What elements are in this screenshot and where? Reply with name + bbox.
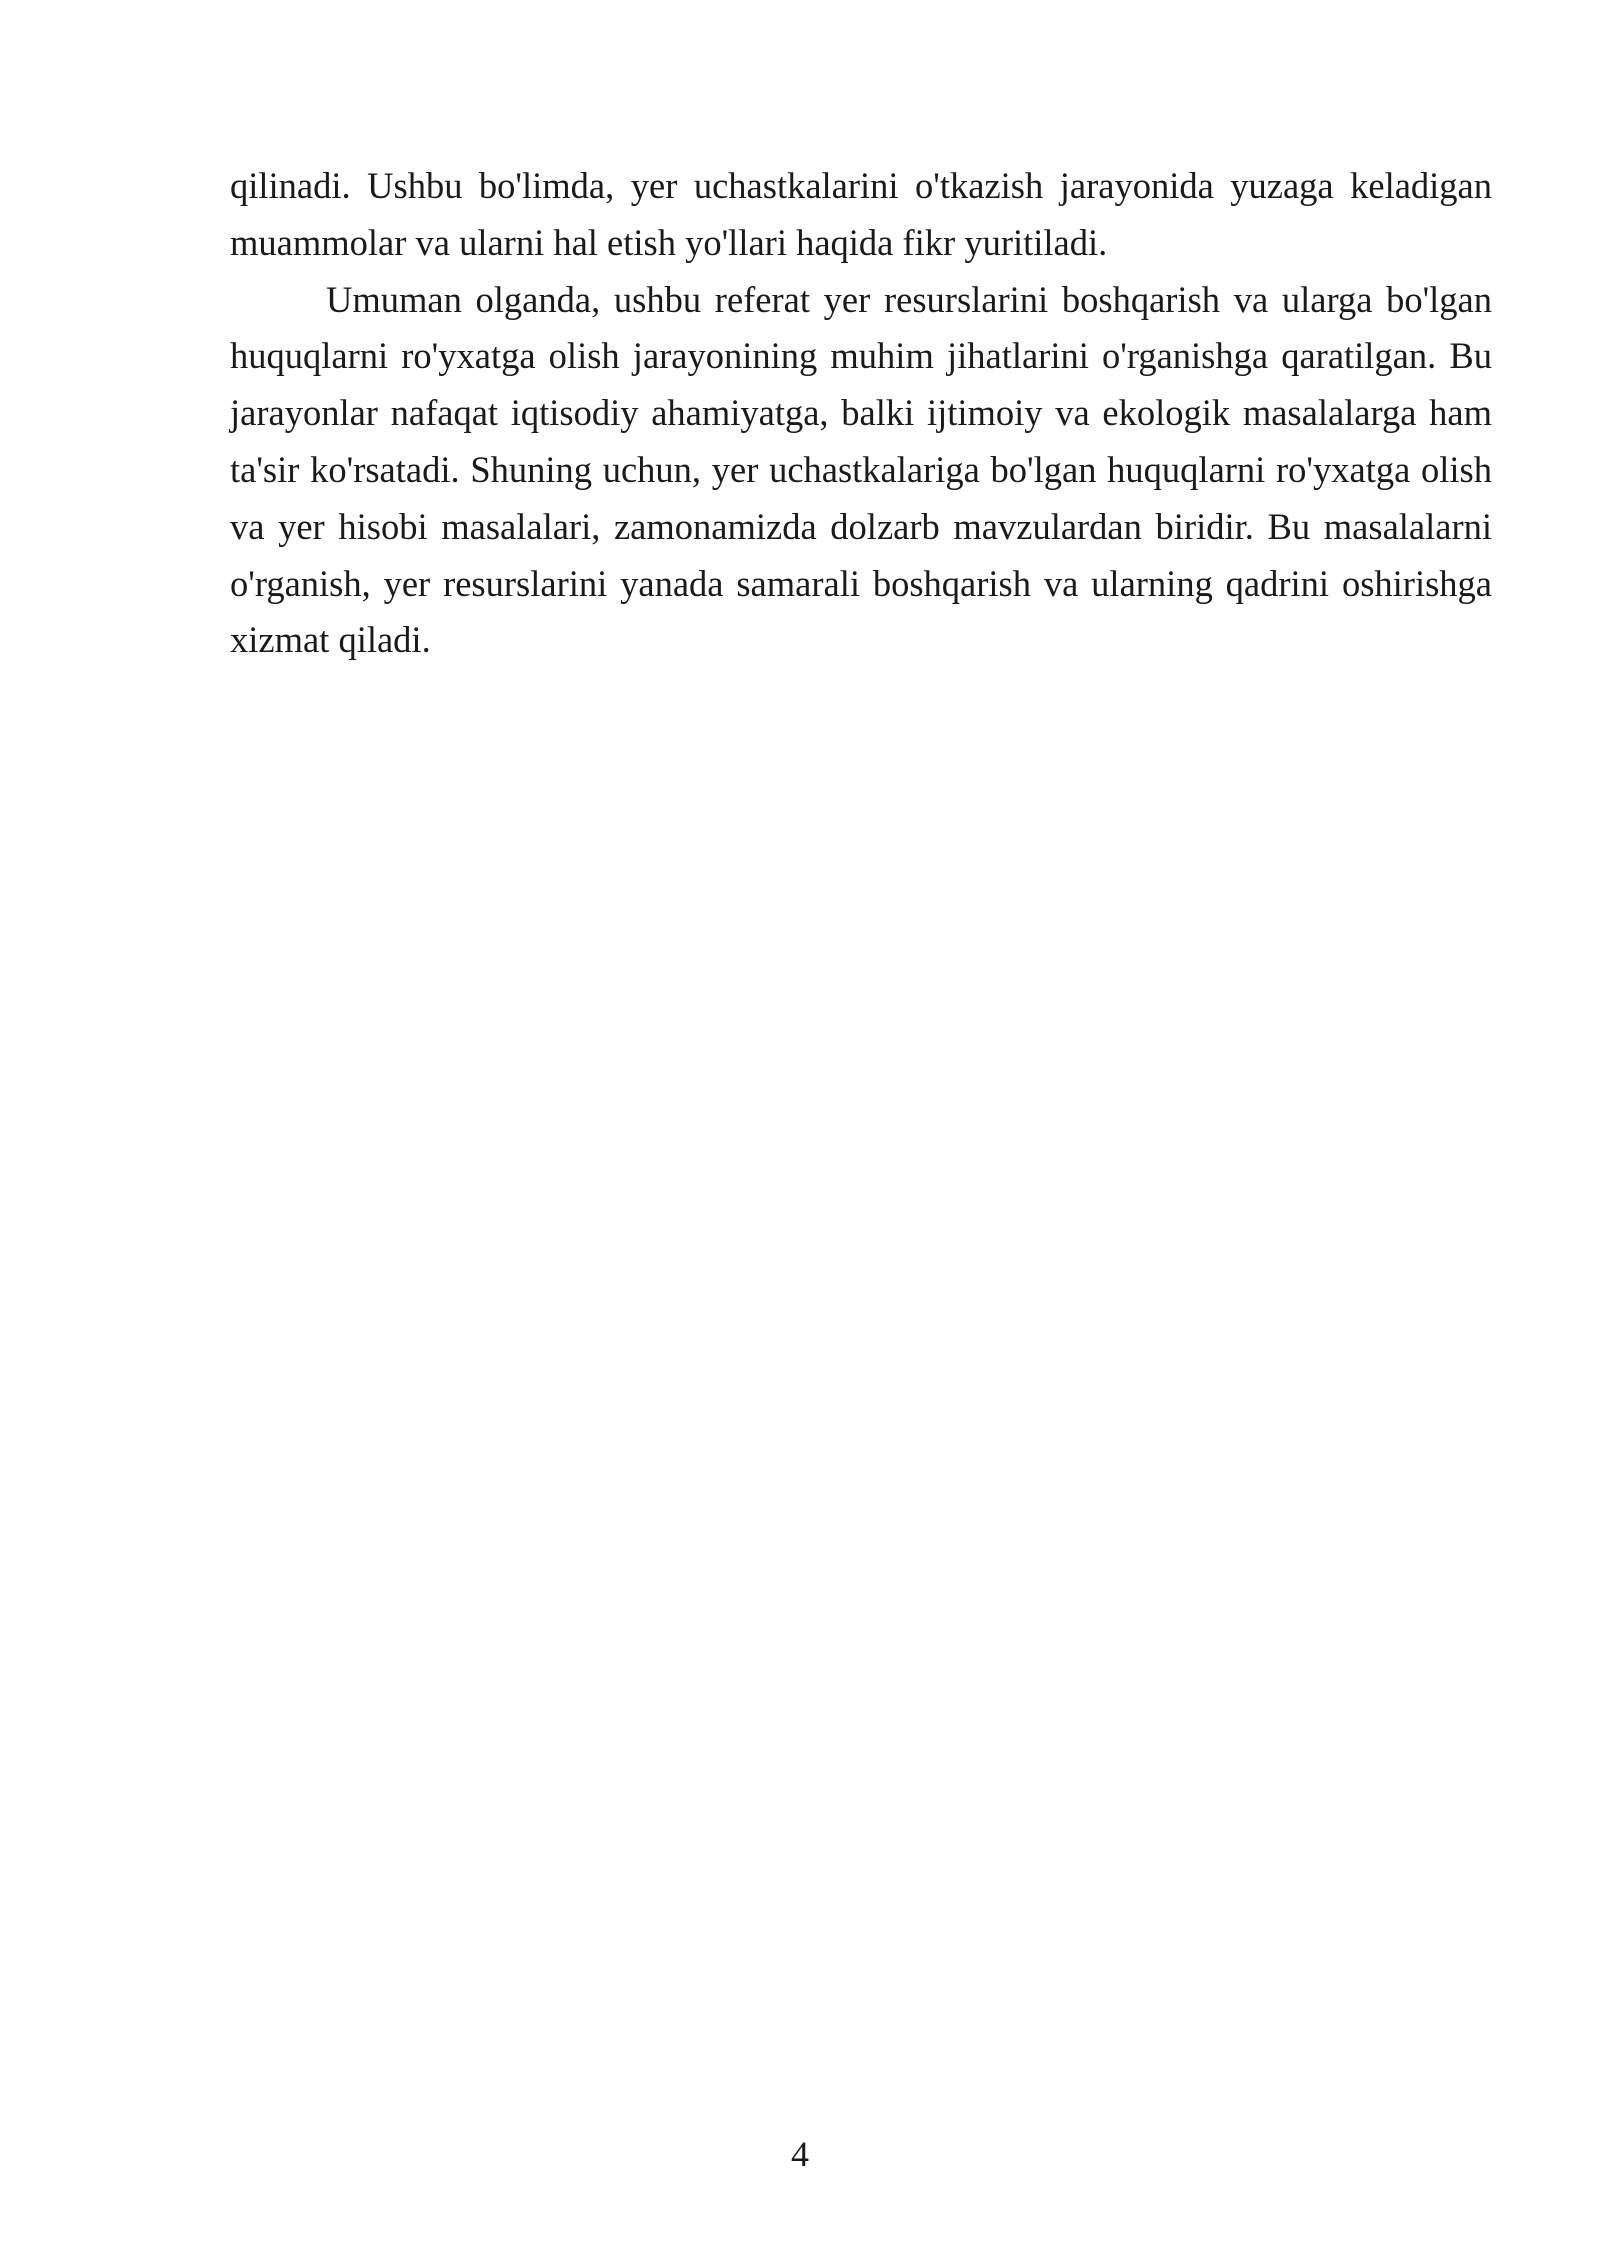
- page-number: 4: [791, 2134, 809, 2174]
- paragraph-continuation: qilinadi. Ushbu bo'limda, yer uchastkalarini o'tkazish jarayonida yuzaga keladigan muammolar va ularni hal etish yo'llari haqida fikr yuritiladi.: [230, 165, 1492, 263]
- paragraph-summary: Umuman olganda, ushbu referat yer resurslarini boshqarish va ularga bo'lgan huquqlarni ro'yxatga olish jarayonining muhim jihatlarini o'rganishga qaratilgan. Bu jarayonlar nafaqat iqtisodiy ahamiyatga, balki ijtimoiy va ekologik masalalarga ham ta'sir ko'rsatadi. Shuning uchun, yer uchastkalariga bo'lgan huquqlarni ro'yxatga olish va yer hisobi masalalari, zamonamizda dolzarb mavzulardan biridir. Bu masalalarni o'rganish, yer resurslarini yanada samarali boshqarish va ularning qadrini oshirishga xizmat qiladi.: [230, 278, 1492, 661]
- body-text: [230, 158, 1492, 669]
